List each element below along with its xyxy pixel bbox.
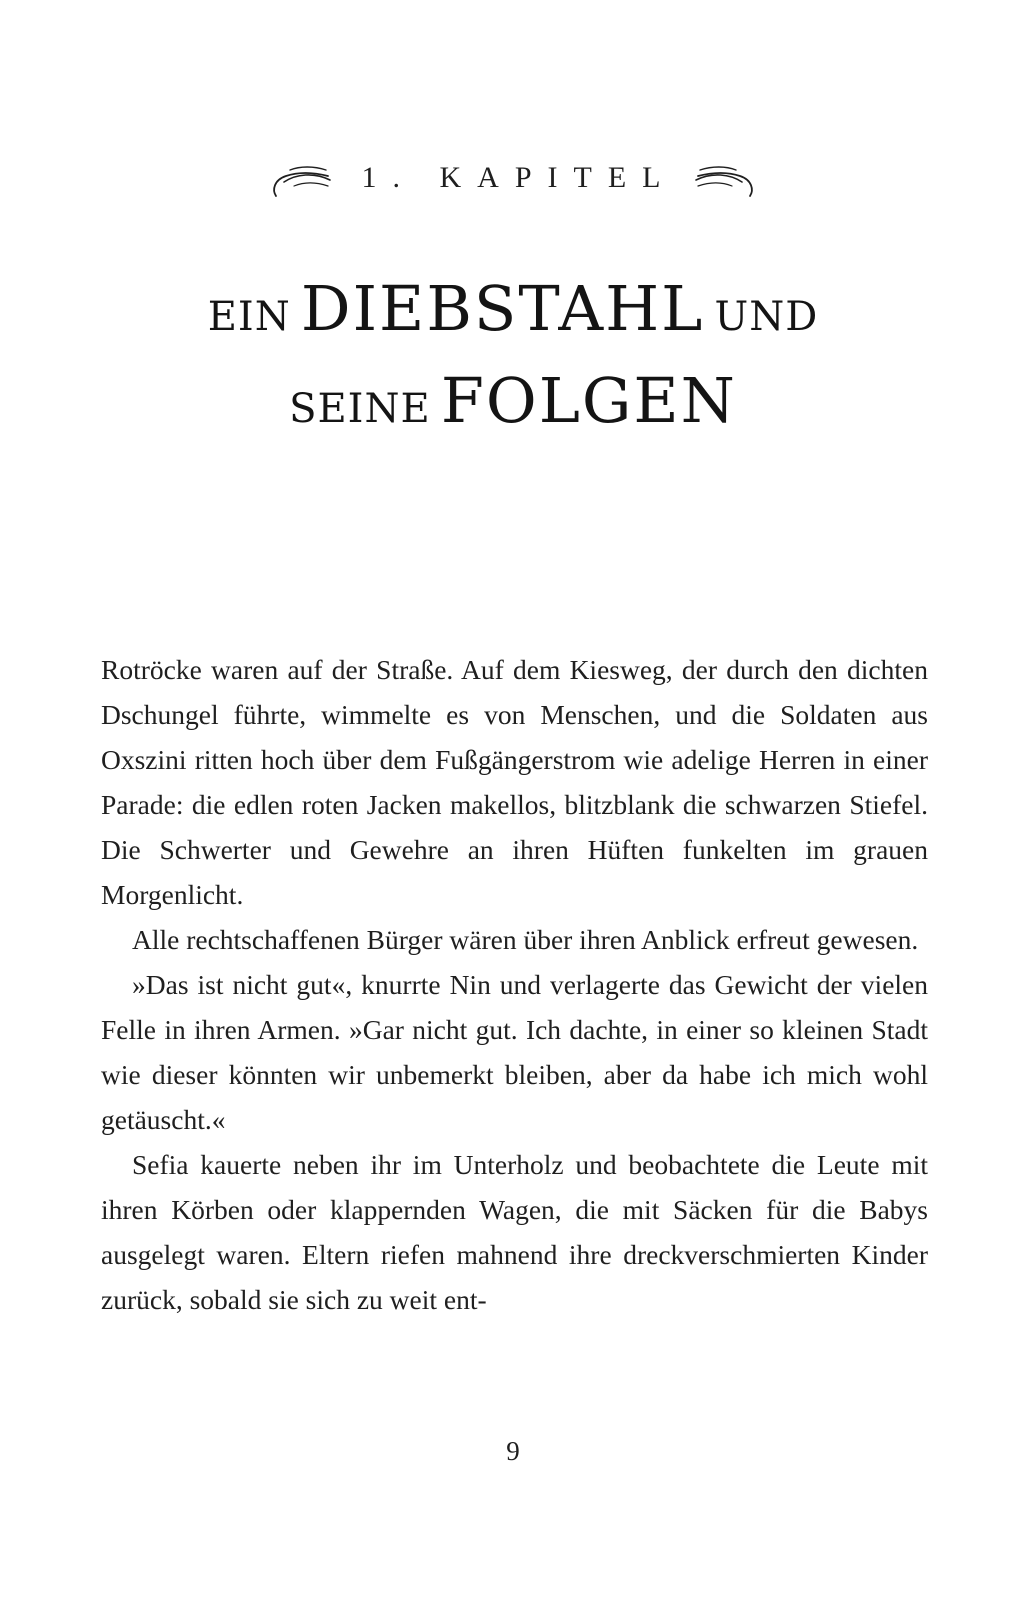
title-line-1 <box>0 268 1026 360</box>
body-text <box>101 647 928 1322</box>
paragraph: Rotröcke waren auf der Straße. Auf dem Kiesweg, der durch den dichten Dschungel führte, wimmelte es von Menschen, und die Soldaten aus Oxszini ritten hoch über dem Fußgängerstrom wie adelige Herren in einer Parade: die edlen roten Jacken makellos, blitzblank die schwarzen Stiefel. Die Schwerter und Gewehre an ihren Hüften funkelten im grauen Morgenlicht. <box>101 654 928 910</box>
paragraph: Alle rechtschaffenen Bürger wären über ihren Anblick erfreut gewesen. <box>132 924 919 955</box>
chapter-title <box>0 268 1026 452</box>
title-line-2 <box>0 360 1026 452</box>
title-word: DIEBSTAHL <box>300 272 705 345</box>
flourish-right-icon <box>694 156 756 200</box>
chapter-label: 1. KAPITEL <box>361 161 677 194</box>
title-word: FOLGEN <box>440 364 737 437</box>
page-number: 9 <box>506 1436 520 1466</box>
paragraph: »Das ist nicht gut«, knurrte Nin und verlagerte das Gewicht der vielen Felle in ihren Armen. »Gar nicht gut. Ich dachte, in einer so kleinen Stadt wie dieser könnten wir unbemerkt bleiben, aber da habe ich mich wohl getäuscht.« <box>101 969 928 1135</box>
paragraph: Sefia kauerte neben ihr im Unterholz und beobachtete die Leute mit ihren Körben oder klappernden Wagen, die mit Säcken für die Babys ausgelegt waren. Eltern riefen mahnend ihre dreckverschmierten Kinder zurück, sobald sie sich zu weit ent- <box>101 1149 928 1315</box>
chapter-header <box>0 148 1026 208</box>
title-word: UND <box>714 294 819 340</box>
title-word: SEINE <box>289 386 431 432</box>
flourish-left-icon <box>270 156 332 200</box>
title-word: EIN <box>207 294 291 340</box>
